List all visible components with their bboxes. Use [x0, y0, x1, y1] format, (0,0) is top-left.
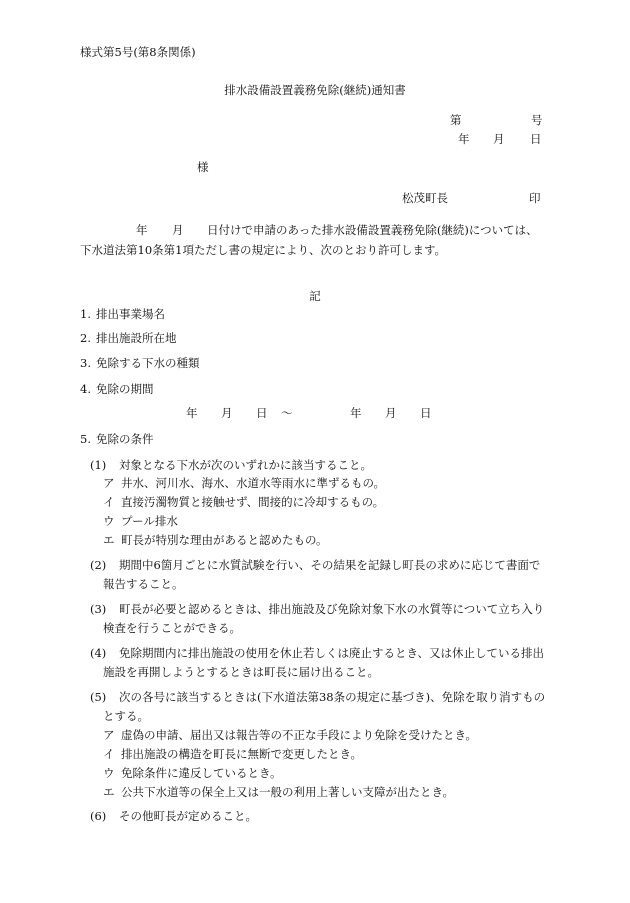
period-separator: 〜: [281, 406, 293, 420]
condition-5-number: (5): [90, 690, 107, 704]
record-heading: 記: [309, 289, 321, 303]
condition-1-sub-e-mark: エ: [103, 533, 115, 547]
condition-1-number: (1): [90, 458, 107, 472]
condition-1-sub-i-text: 直接汚濁物質と接触せず、間接的に冷却するもの。: [121, 495, 385, 509]
form-number: 様式第5号(第8条関係): [80, 45, 196, 59]
condition-5-sub-u-text: 免除条件に違反しているとき。: [121, 766, 282, 780]
issue-date-year: 年: [458, 132, 470, 146]
document-number-prefix: 第: [450, 113, 462, 127]
body-line-1: 日付けで申請のあった排水設備設置義務免除(継続)については、: [207, 223, 538, 237]
condition-5-line-1: 次の各号に該当するときは(下水道法第38条の規定に基づき)、免除を取り消すもの: [119, 690, 546, 704]
condition-1-sub-u-text: プール排水: [121, 514, 178, 528]
condition-6-number: (6): [90, 809, 107, 823]
issuer-name: 松茂町長: [402, 191, 448, 205]
item-3-number: 3.: [80, 356, 91, 370]
item-4-number: 4.: [80, 382, 91, 396]
condition-3-line-2: 検査を行うことができる。: [103, 621, 241, 635]
item-5-label: 免除の条件: [96, 432, 154, 446]
body-line-2: 下水道法第10条第1項ただし書の規定により、次のとおり許可します。: [80, 243, 447, 257]
condition-1-line-1: 対象となる下水が次のいずれかに該当すること。: [119, 458, 372, 472]
issue-date-month: 月: [493, 132, 505, 146]
condition-3-number: (3): [90, 602, 107, 616]
condition-1-sub-i-mark: イ: [103, 495, 115, 509]
condition-2-line-1: 期間中6箇月ごとに水質試験を行い、その結果を記録し町長の求めに応じて書面で: [119, 558, 541, 572]
condition-1-sub-a-mark: ア: [103, 476, 115, 490]
condition-5-sub-e-text: 公共下水道等の保全上又は一般の利用上著しい支障が出たとき。: [121, 785, 455, 799]
body-month: 月: [172, 223, 184, 237]
condition-5-line-2: とする。: [103, 709, 149, 723]
condition-5-sub-i-mark: イ: [103, 747, 115, 761]
condition-3-line-1: 町長が必要と認めるときは、排出施設及び免除対象下水の水質等について立ち入り: [119, 602, 545, 616]
item-3-label: 免除する下水の種類: [96, 356, 200, 370]
item-1-number: 1.: [80, 307, 91, 321]
condition-4-line-2: 施設を再開しようとするときは町長に届け出ること。: [103, 665, 379, 679]
condition-5-sub-u-mark: ウ: [103, 766, 115, 780]
condition-5-sub-i-text: 排出施設の構造を町長に無断で変更したとき。: [121, 747, 363, 761]
item-4-label: 免除の期間: [96, 382, 154, 396]
condition-1-sub-u-mark: ウ: [103, 514, 115, 528]
condition-5-sub-e-mark: エ: [103, 785, 115, 799]
addressee-honorific: 様: [197, 160, 209, 174]
condition-1-sub-e-text: 町長が特別な理由があると認めたもの。: [121, 533, 328, 547]
body-year: 年: [136, 223, 148, 237]
item-5-number: 5.: [80, 432, 91, 446]
period-from-year: 年: [186, 406, 198, 420]
period-to-month: 月: [385, 406, 397, 420]
item-2-number: 2.: [80, 331, 91, 345]
period-from-day: 日: [256, 406, 268, 420]
document-title: 排水設備設置義務免除(継続)通知書: [224, 83, 406, 97]
issuer-seal: 印: [529, 191, 541, 205]
condition-2-number: (2): [90, 558, 107, 572]
document-number-suffix: 号: [531, 113, 543, 127]
item-1-label: 排出事業場名: [96, 307, 165, 321]
condition-5-sub-a-text: 虚偽の申請、届出又は報告等の不正な手段により免除を受けたとき。: [121, 728, 478, 742]
condition-4-line-1: 免除期間内に排出施設の使用を休止若しくは廃止するとき、又は休止している排出: [119, 646, 545, 660]
item-2-label: 排出施設所在地: [96, 331, 177, 345]
period-to-year: 年: [350, 406, 362, 420]
period-to-day: 日: [420, 406, 432, 420]
condition-6-line-1: その他町長が定めること。: [119, 809, 257, 823]
condition-4-number: (4): [90, 646, 107, 660]
condition-5-sub-a-mark: ア: [103, 728, 115, 742]
condition-1-sub-a-text: 井水、河川水、海水、水道水等雨水に準ずるもの。: [121, 476, 386, 490]
condition-2-line-2: 報告すること。: [103, 577, 184, 591]
period-from-month: 月: [221, 406, 233, 420]
issue-date-day: 日: [530, 132, 542, 146]
